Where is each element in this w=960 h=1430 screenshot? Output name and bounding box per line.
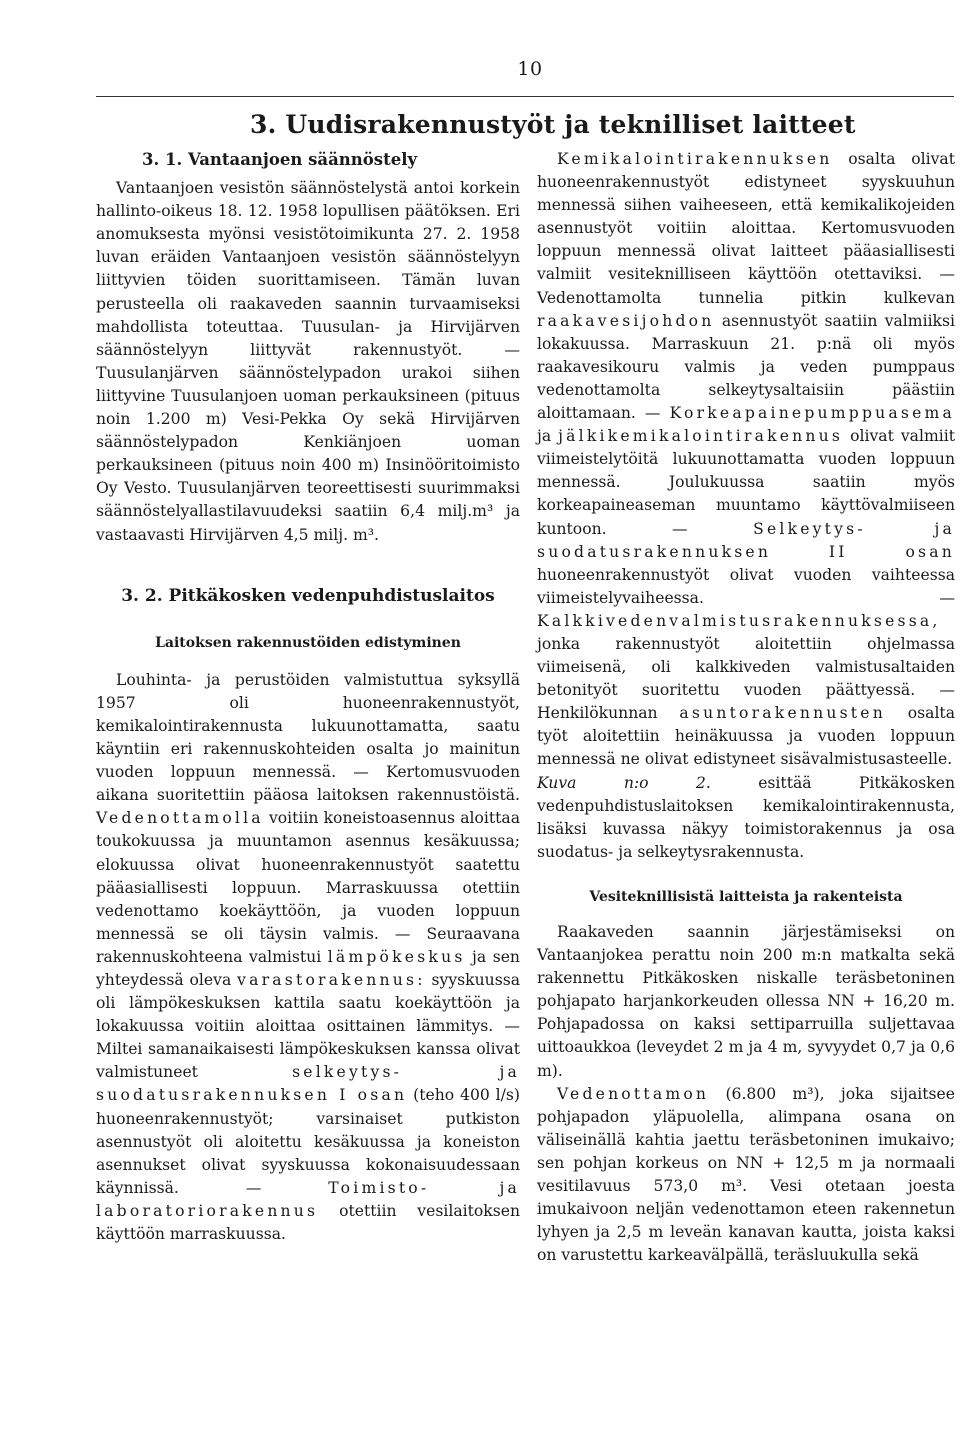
emphasis-text: Toimisto- ja laboratoriorakennus bbox=[96, 1178, 520, 1220]
section-heading: 3. 2. Pitkäkosken vedenpuhdistuslaitos bbox=[121, 585, 495, 606]
emphasis-text: Selkeytys- ja suodatusrakennuksen II osan bbox=[537, 519, 955, 561]
paragraph bbox=[537, 772, 955, 864]
text: esittää Pitkäkosken vedenpuhdistuslaitoksen kemikalointirakennusta, lisäksi kuvassa näkyy toimistorakennus ja osa suodatus- ja selkeytysrakennusta. bbox=[537, 773, 955, 861]
text: ja sen yhteydessä oleva bbox=[96, 947, 520, 989]
text: (6.800 m³), joka sijaitsee pohjapadon yläpuolella, alimpana osana on väliseinällä kahtia jaettu teräsbetoninen imukaivo; sen pohjan korkeus on NN + 12,5 m ja normaali vesitilavuus 573,0 m³. Vesi otetaan joesta imukaivoon neljän vedenottamon eteen rakennetun lyhyen ja 2,5 m leveän kanavan kautta, joista kaksi on varustettu karkeavälpällä, teräsluukulla sekä bbox=[537, 1084, 955, 1265]
emphasis-text: varastorakennus: bbox=[237, 971, 426, 989]
header-rule bbox=[96, 96, 954, 97]
emphasis-text: raakavesijohdon bbox=[537, 311, 715, 330]
text: (teho 400 l/s) huoneenrakennustyöt; varsinaiset putkiston asennustyöt oli aloitettu kesäkuussa ja koneiston asennukset olivat syyskuussa kokonaisuudessaan käynnissä. — bbox=[96, 1086, 521, 1197]
emphasis-text: Kemikalointirakennuksen bbox=[557, 150, 833, 168]
subsection-heading: Vesiteknillisistä laitteista ja rakenteista bbox=[589, 888, 903, 905]
section-heading: 3. 1. Vantaanjoen säännöstely bbox=[142, 150, 418, 169]
emphasis-text: Vedenottamon bbox=[557, 1084, 710, 1103]
text: ja bbox=[537, 427, 552, 446]
emphasis-text: Vedenottamolla bbox=[96, 809, 264, 828]
emphasis-text: selkeytys- ja suodatusrakennuksen I osan bbox=[96, 1063, 520, 1105]
text: olivat valmiit viimeistelytöitä lukuunottamatta vuoden loppuun mennessä. Joulukuussa saatiin myös korkeapaineaseman muuntamo käyttövalmiiseen kuntoon. — bbox=[537, 427, 955, 538]
text: asennustyöt saatiin valmiiksi lokakuussa. Marraskuun 21. p:nä oli myös raakavesikouru valmis ja veden pumppaus vedenottamolta selkeytysaltaisiin päästiin aloittamaan. — bbox=[537, 311, 955, 423]
right-column bbox=[537, 148, 955, 1267]
text: otettiin vesilaitoksen käyttöön marraskuussa. bbox=[96, 1201, 520, 1244]
emphasis-text: Kalkkivedenvalmistusrakennuksessa, bbox=[537, 611, 941, 630]
paragraph bbox=[96, 669, 520, 1246]
paragraph bbox=[537, 148, 955, 772]
page-number: 10 bbox=[517, 58, 543, 80]
emphasis-text: asuntorakennusten bbox=[679, 704, 886, 723]
chapter-title: 3. Uudisrakennustyöt ja teknilliset laitteet bbox=[250, 110, 856, 139]
text: huoneenrakennustyöt olivat vuoden vaihteessa viimeistelyvaiheessa. — bbox=[537, 565, 955, 607]
text: syyskuussa oli lämpökeskuksen kattila saatu koekäyttöön ja lokakuussa voitiin aloittaa osittainen lämmitys. — Miltei samanaikaisesti lämpökeskuksen kanssa olivat valmistuneet bbox=[96, 971, 520, 1082]
figure-reference: Kuva n:o 2. bbox=[537, 773, 711, 792]
emphasis-text: lämpökeskus bbox=[327, 947, 466, 966]
text: voitiin koneistoasennus aloittaa toukokuussa ja muuntamon asennus kesäkuussa; elokuussa olivat huoneenrakennustyöt saatettu pääasiallisesti loppuun. Marraskuussa otettiin vedenottamo koekäyttöön, ja vuoden loppuun mennessä se oli täysin valmis. — Seuraavana rakennuskohteena valmistui bbox=[96, 809, 520, 966]
left-column bbox=[96, 148, 520, 1246]
paragraph bbox=[537, 1083, 955, 1268]
emphasis-text: jälkikemikalointirakennus bbox=[558, 427, 844, 446]
text: osalta olivat huoneenrakennustyöt edistyneet syyskuuhun mennessä siihen vaiheeseen, että kemikalikojeiden asennustyöt voitiin aloittaa. Kertomusvuoden loppuun mennessä olivat laitteet pääasiallisesti valmiit vesiteknilliseen käyttöön otettaviksi. — Vedenottamolta tunnelia pitkin kulkevan bbox=[537, 150, 955, 307]
text: jonka rakennustyöt aloitettiin ohjelmassa viimeisenä, oli kalkkiveden valmistusaltaiden betonityöt suoritettu vuoden päättyessä. — Henkilökunnan bbox=[537, 634, 955, 723]
text: Louhinta- ja perustöiden valmistuttua syksyllä 1957 oli huoneenrakennustyöt, kemikalointirakennusta lukuunottamatta, saatu käyntiin eri rakennuskohteiden osalta jo mainitun vuoden loppuun mennessä. — Kertomusvuoden aikana suoritettiin pääosa laitoksen rakennustöistä. bbox=[96, 670, 520, 805]
text: osalta työt aloitettiin heinäkuussa ja vuoden loppuun mennessä ne olivat edistyneet sisävalmistusasteelle. bbox=[537, 704, 955, 769]
emphasis-text: Korkeapainepumppuasema bbox=[669, 404, 955, 423]
subsection-heading: Laitoksen rakennustöiden edistyminen bbox=[155, 634, 461, 651]
paragraph: Raakaveden saannin järjestämiseksi on Vantaanjokea perattu noin 200 m:n matkalta sekä rakennettu Pitkäkosken niskalle teräsbetoninen pohjapato harjankorkeuden ollessa NN + 16,20 m. Pohjapadossa on kaksi settiparruilla suljettavaa uittoaukkoa (leveydet 2 m ja 4 m, syvyydet 0,7 ja 0,6 m). bbox=[537, 923, 955, 1080]
paragraph: Vantaanjoen vesistön säännöstelystä antoi korkein hallinto-oikeus 18. 12. 1958 lopullisen päätöksen. Eri anomuksesta myönsi vesistötoimikunta 27. 2. 1958 luvan eräiden Vantaanjoen vesistön säännöstelyyn liittyvien töiden suorittamiseen. Tämän luvan perusteella oli raakaveden saannin turvaamiseksi mahdollista toteuttaa. Tuusulan- ja Hirvijärven säännöstelyyn liittyvät rakennustyöt. — Tuusulanjärven säännöstelypadon urakoi siihen liittyvine Tuusulanjoen uoman perkauksineen (pituus noin 1.200 m) Vesi-Pekka Oy sekä Hirvijärven säännöstelypadon Kenkiänjoen uoman perkauksineen (pituus noin 400 m) Insinööritoimisto Oy Vesto. Tuusulanjärven teoreettisesti suurimmaksi säännöstelyallastilavuudeksi saatiin 6,4 milj.m³ ja vastaavasti Hirvijärven 4,5 milj. m³. bbox=[96, 179, 520, 544]
